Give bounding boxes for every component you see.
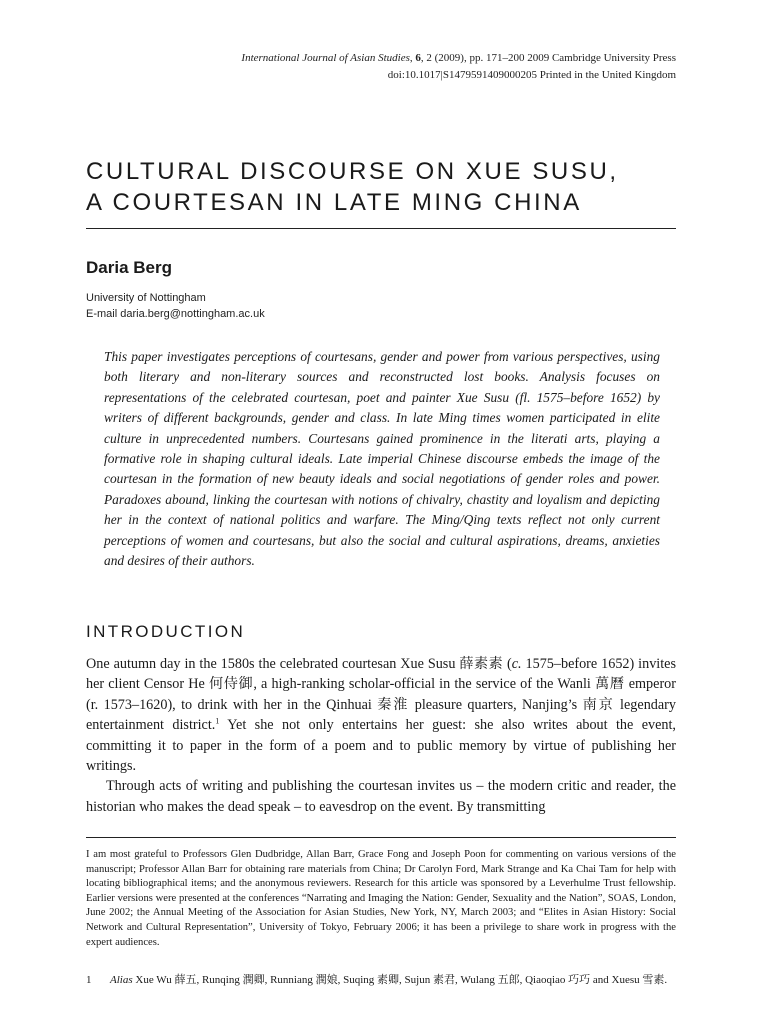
article-title [86, 156, 686, 218]
paragraph-2: Through acts of writing and publishing the courtesan invites us – the modern critic and reader, the historian who makes the dead speak – to eavesdrop on the event. By transmitting [86, 778, 676, 815]
title-line-1: CULTURAL DISCOURSE ON XUE SUSU, [86, 158, 619, 185]
journal-name: International Journal of Asian Studies [241, 52, 410, 64]
journal-header [241, 50, 676, 84]
footnote-number: 1 [86, 974, 92, 986]
title-line-2: A COURTESAN IN LATE MING CHINA [86, 189, 582, 216]
title-divider [86, 228, 676, 229]
citation-separator: , [409, 52, 416, 64]
doi-line: doi:10.1017|S1479591409000205 Printed in the United Kingdom [387, 69, 676, 81]
abstract: This paper investigates perceptions of courtesans, gender and power from various perspectives, using both literary and non-literary sources and reconstructed lost books. Analysis focuses on representations of the celebrated courtesan, poet and painter Xue Susu (fl. 1575–before 1652) by writers of different backgrounds, gender and class. In late Ming times women participated in elite culture in unprecedented numbers. Courtesans gained prominence in the literati arts, playing a formative role in shaping cultural ideals. Late imperial Chinese discourse embeds the image of the courtesan in the formation of new beauty ideals and social negotiations of gender roles and power. Paradoxes abound, linking the courtesan with notions of chivalry, chastity and loyalism and depicting her in the context of national politics and warfare. The Ming/Qing texts reflect not only current perceptions of women and courtesans, but also the social and cultural aspirations, dreams, anxieties and desires of their authors. [104, 349, 660, 569]
author-email: E-mail daria.berg@nottingham.ac.uk [86, 308, 265, 320]
introduction-body [86, 654, 676, 817]
affiliation: University of Nottingham [86, 292, 206, 304]
paragraph-1 [86, 654, 676, 776]
footnote-alias-label: Alias [110, 974, 133, 986]
circa-abbrev: c. [511, 656, 522, 672]
paragraph-1-part-c: Yet she not only entertains her guest: she also writes about the event, committing it to paper in the form of a poem and to public memory by virtue of publishing her writings. [86, 717, 676, 775]
footnote-1 [86, 972, 676, 988]
acknowledgement-note: I am most grateful to Professors Glen Dudbridge, Allan Barr, Grace Fong and Joseph Poon for commenting on various versions of the manuscript; Professor Allan Barr for obtaining rare materials from China; Dr Carolyn Ford, Mark Strange and Ka Chai Tam for help with locating bibliographical items; and the anonymous reviewers. Research for this article was sponsored by a Leverhulme Trust fellowship. Earlier versions were presented at the conferences “Narrating and Imaging the Nation: Gender, Sexuality and the Nation”, SOAS, London, June 2002; the Annual Meeting of the Association for Asian Studies, New York, NY, March 2003; and “Elites in Asian History: Social Network and Cultural Representation”, University of Tokyo, February 2006; it has been a privilege to share work in progress with the expert audiences. [86, 849, 676, 948]
section-heading-introduction: INTRODUCTION [86, 622, 246, 641]
journal-volume: 6 [415, 52, 421, 64]
author-affiliation-block [86, 290, 265, 322]
citation-line [241, 50, 676, 67]
footnote-alias-list: Xue Wu 薛五, Runqing 潤卿, Runniang 潤娘, Suqing 素卿, Sujun 素君, Wulang 五郎, Qiaoqiao 巧巧 and Xuesu 雪素. [132, 974, 668, 986]
footnote-text [110, 972, 676, 988]
paragraph-1-part-b: 1575–before 1652) invites her client Censor He 何侍御, a high-ranking scholar-official in the service of the Wanli 萬曆 emperor (r. 1573–1620), to drink with her in the Qinhuai 秦淮 pleasure quarters, Nanjing’s 南京 legendary entertainment district. [86, 656, 676, 734]
footnote-divider [86, 837, 676, 838]
footnote-ref-1[interactable]: 1 [215, 716, 220, 726]
author-name: Daria Berg [86, 258, 172, 277]
paragraph-1-part-a: One autumn day in the 1580s the celebrated courtesan Xue Susu 薛素素 ( [86, 656, 512, 672]
citation-details: , 2 (2009), pp. 171–200 2009 Cambridge University Press [420, 52, 676, 64]
